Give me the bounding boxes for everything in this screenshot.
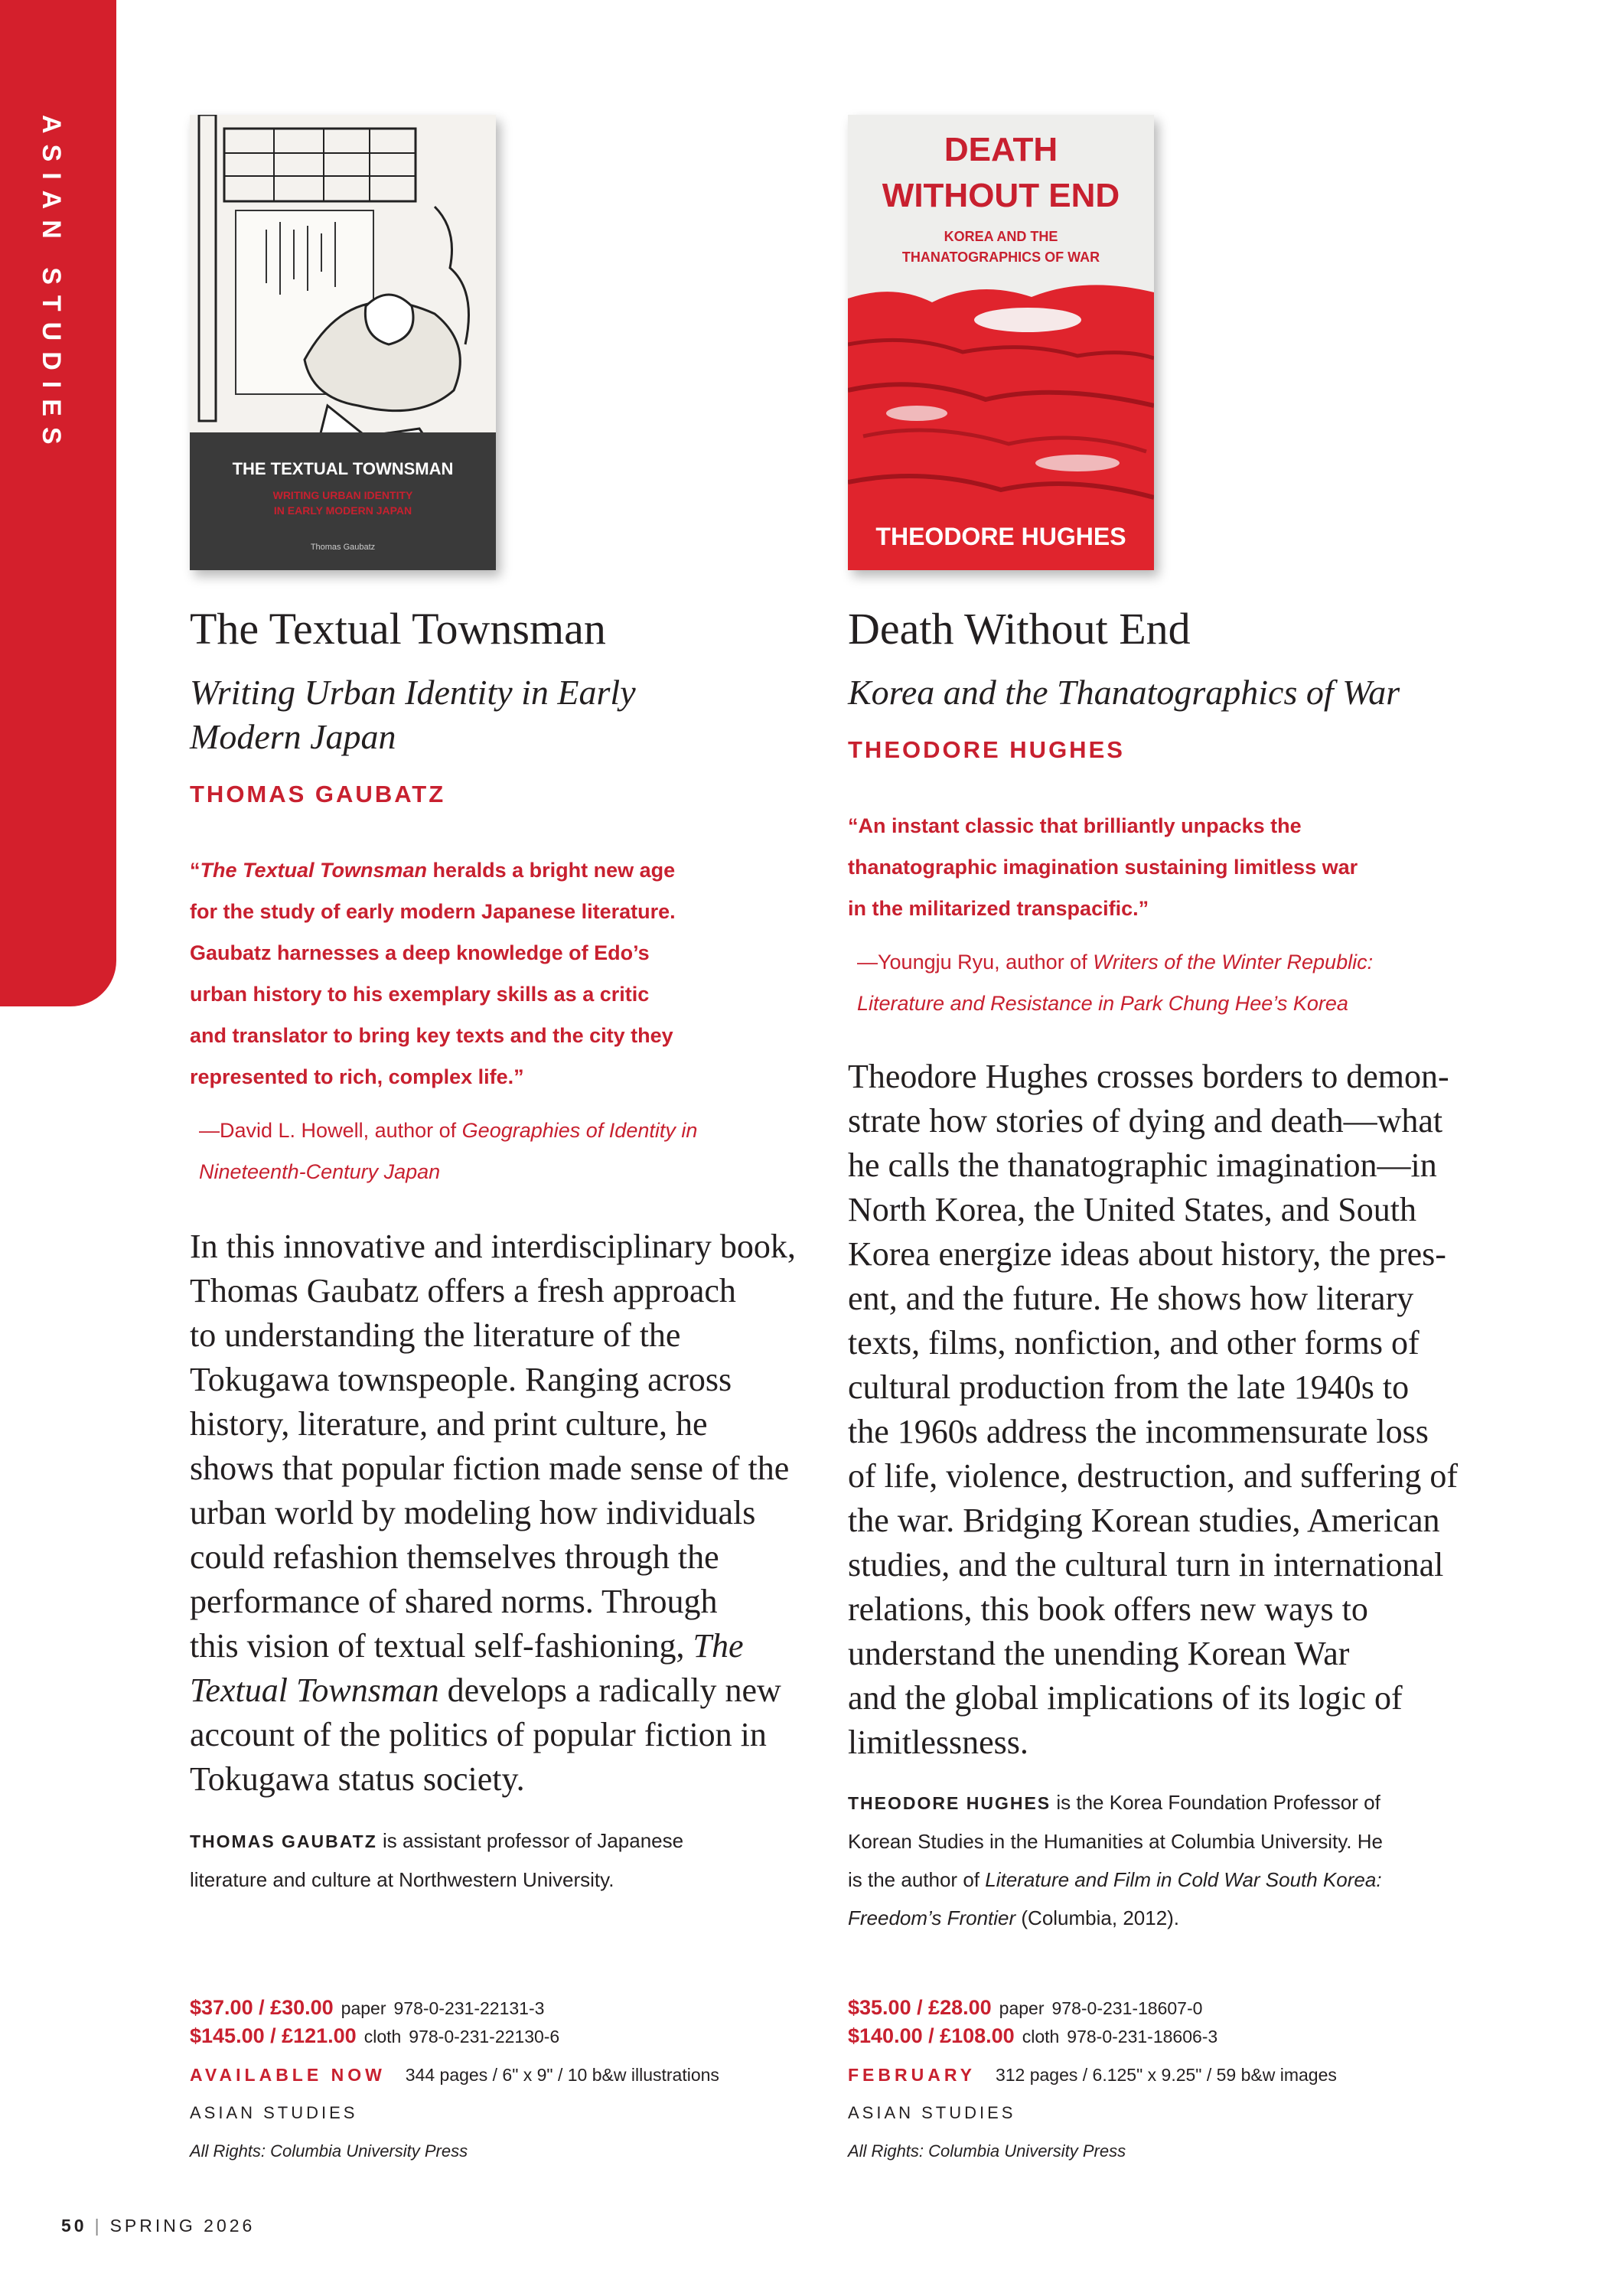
price: $37.00 / £30.00 [190,1996,334,2019]
description-line: he calls the thanatographic imagination—in [848,1146,1437,1184]
section-tab [0,0,116,1006]
format: paper [341,1998,386,2018]
bio-author-name: THEODORE HUGHES [848,1793,1051,1813]
description-line: cultural production from the late 1940s to [848,1368,1410,1406]
description-line: understand the unending Korean War [848,1635,1350,1672]
pricing-info [848,1994,1337,2167]
endorsement-attribution [857,941,1373,1024]
description-line: texts, films, nonfiction, and other forms of [848,1324,1420,1362]
attribution-prefix: —David L. Howell, author of [199,1119,462,1142]
attribution-work: Geographies of Identity in [461,1119,698,1142]
description-line: history, literature, and print culture, he [190,1405,708,1443]
book-subtitle-line2: Modern Japan [190,717,396,756]
format: cloth [1022,2027,1060,2047]
description-line: this vision of textual self-fashioning, [190,1627,693,1665]
description-line: ent, and the future. He shows how literary [848,1280,1414,1317]
description-line: Korea energize ideas about history, the pres- [848,1235,1446,1273]
availability-row [190,2060,719,2090]
description-line: Thomas Gaubatz offers a fresh approach [190,1272,736,1309]
description-line: of life, violence, destruction, and suffering of [848,1457,1459,1495]
pricing-info [190,1994,719,2167]
quote-book-title: The Textual Townsman [200,859,428,882]
description-line: strate how stories of dying and death—what [848,1102,1443,1140]
description-line: account of the politics of popular fiction in [190,1716,767,1753]
cover-subtitle-line2: IN EARLY MODERN JAPAN [273,504,412,517]
description-line: urban world by modeling how individuals [190,1494,756,1531]
catalog-season: SPRING 2026 [109,2216,256,2236]
subject-category: ASIAN STUDIES [848,2103,1016,2122]
isbn: 978-0-231-22130-6 [409,2027,560,2047]
cover-author: Thomas Gaubatz [310,543,376,552]
format: cloth [363,2027,402,2047]
price-row-cloth [848,2022,1337,2050]
cover-subtitle-line1: WRITING URBAN IDENTITY [272,489,413,501]
cover-title-line2: WITHOUT END [882,177,1120,214]
description-line: studies, and the cultural turn in international [848,1546,1444,1583]
bio-line: literature and culture at Northwestern University. [190,1868,614,1891]
isbn: 978-0-231-18607-0 [1051,1998,1203,2018]
book-specs: 344 pages / 6" x 9" / 10 b&w illustrations [405,2065,719,2085]
cover-author: THEODORE HUGHES [875,523,1126,550]
rights-info: All Rights: Columbia University Press [848,2141,1126,2161]
quote-line: Gaubatz harnesses a deep knowledge of Edo’s [190,941,650,964]
quote-line: thanatographic imagination sustaining limitless war [848,856,1358,879]
quote-line: urban history to his exemplary skills as a critic [190,983,650,1006]
description-line: to understanding the literature of the [190,1316,681,1354]
cover-title: THE TEXTUAL TOWNSMAN [232,459,454,478]
cover-subtitle-line2: THANATOGRAPHICS OF WAR [901,249,1100,265]
endorsement-quote [190,850,676,1097]
page-footer [61,2216,255,2236]
book-description [190,1225,796,1802]
quote-line: and translator to bring key texts and the city they [190,1024,673,1047]
rights-info: All Rights: Columbia University Press [190,2141,468,2161]
cover-title-line1: DEATH [944,131,1058,168]
description-line: could refashion themselves through the [190,1538,719,1576]
quote-line: in the militarized transpacific.” [848,897,1149,920]
price-row-paper [848,1994,1337,2022]
price: $145.00 / £121.00 [190,2024,357,2047]
attribution-prefix: —Youngju Ryu, author of [857,951,1094,974]
format: paper [999,1998,1045,2018]
author-bio [848,1783,1383,1937]
quote-line: represented to rich, complex life.” [190,1065,524,1088]
cover-illustration [848,115,1154,570]
price: $140.00 / £108.00 [848,2024,1015,2047]
book-cover-image [190,115,496,570]
book-title: Death Without End [848,604,1191,654]
description-line: the war. Bridging Korean studies, American [848,1502,1440,1539]
footer-separator: | [94,2216,103,2236]
bio-italic: Freedom’s Frontier [848,1906,1016,1929]
author-name: THEODORE HUGHES [848,736,1125,763]
availability-row [848,2060,1337,2090]
cover-subtitle-line1: KOREA AND THE [944,229,1058,244]
quote-line: heralds a bright new age [427,859,676,882]
availability-status: FEBRUARY [848,2065,976,2085]
description-line: the 1960s address the incommensurate loss [848,1413,1429,1450]
description-line: limitlessness. [848,1724,1028,1761]
book-subtitle: Korea and the Thanatographics of War [848,673,1400,712]
description-line: North Korea, the United States, and South [848,1191,1416,1228]
availability-status: AVAILABLE NOW [190,2065,386,2085]
attribution-work: Literature and Resistance in Park Chung Hee’s Korea [857,992,1348,1015]
isbn: 978-0-231-22131-3 [393,1998,545,2018]
description-line: Theodore Hughes crosses borders to demon- [848,1058,1449,1095]
quote-line: “An instant classic that brilliantly unpacks the [848,814,1302,837]
description-line: shows that popular fiction made sense of the [190,1450,790,1487]
book-subtitle [190,670,810,759]
description-italic: The [693,1627,744,1665]
page-number: 50 [61,2216,87,2236]
quote-mark: “ [190,859,200,882]
description-line: relations, this book offers new ways to [848,1590,1368,1628]
cover-illustration [190,115,496,570]
description-italic: Textual Townsman [190,1671,439,1709]
bio-line: is the author of [848,1868,986,1891]
book-cover-image [848,115,1154,570]
bio-italic: Literature and Film in Cold War South Korea: [985,1868,1382,1891]
author-bio [190,1821,683,1899]
attribution-work: Writers of the Winter Republic: [1093,951,1374,974]
description-line: and the global implications of its logic of [848,1679,1403,1717]
author-name: THOMAS GAUBATZ [190,781,446,807]
description-line: Tokugawa townspeople. Ranging across [190,1361,732,1398]
price: $35.00 / £28.00 [848,1996,992,2019]
endorsement-attribution [199,1110,697,1192]
subject-category: ASIAN STUDIES [190,2103,358,2122]
book-specs: 312 pages / 6.125" x 9.25" / 59 b&w images [995,2065,1337,2085]
price-row-paper [190,1994,719,2022]
book-title: The Textual Townsman [190,604,606,654]
description-line: In this innovative and interdisciplinary book, [190,1228,796,1265]
bio-author-name: THOMAS GAUBATZ [190,1831,377,1851]
bio-line: (Columbia, 2012). [1015,1906,1180,1929]
description-line: develops a radically new [438,1671,781,1709]
section-tab-label: ASIAN STUDIES [37,115,66,455]
description-line: performance of shared norms. Through [190,1583,718,1620]
isbn: 978-0-231-18606-3 [1067,2027,1218,2047]
attribution-work: Nineteenth-Century Japan [199,1160,441,1183]
book-description [848,1055,1458,1765]
bio-line: Korean Studies in the Humanities at Columbia University. He [848,1830,1383,1853]
bio-line: is the Korea Foundation Professor of [1051,1791,1380,1814]
book-subtitle-line1: Writing Urban Identity in Early [190,673,636,712]
description-line: Tokugawa status society. [190,1760,525,1798]
bio-line: is assistant professor of Japanese [376,1829,684,1852]
quote-line: for the study of early modern Japanese literature. [190,900,676,923]
endorsement-quote [848,805,1358,929]
price-row-cloth [190,2022,719,2050]
